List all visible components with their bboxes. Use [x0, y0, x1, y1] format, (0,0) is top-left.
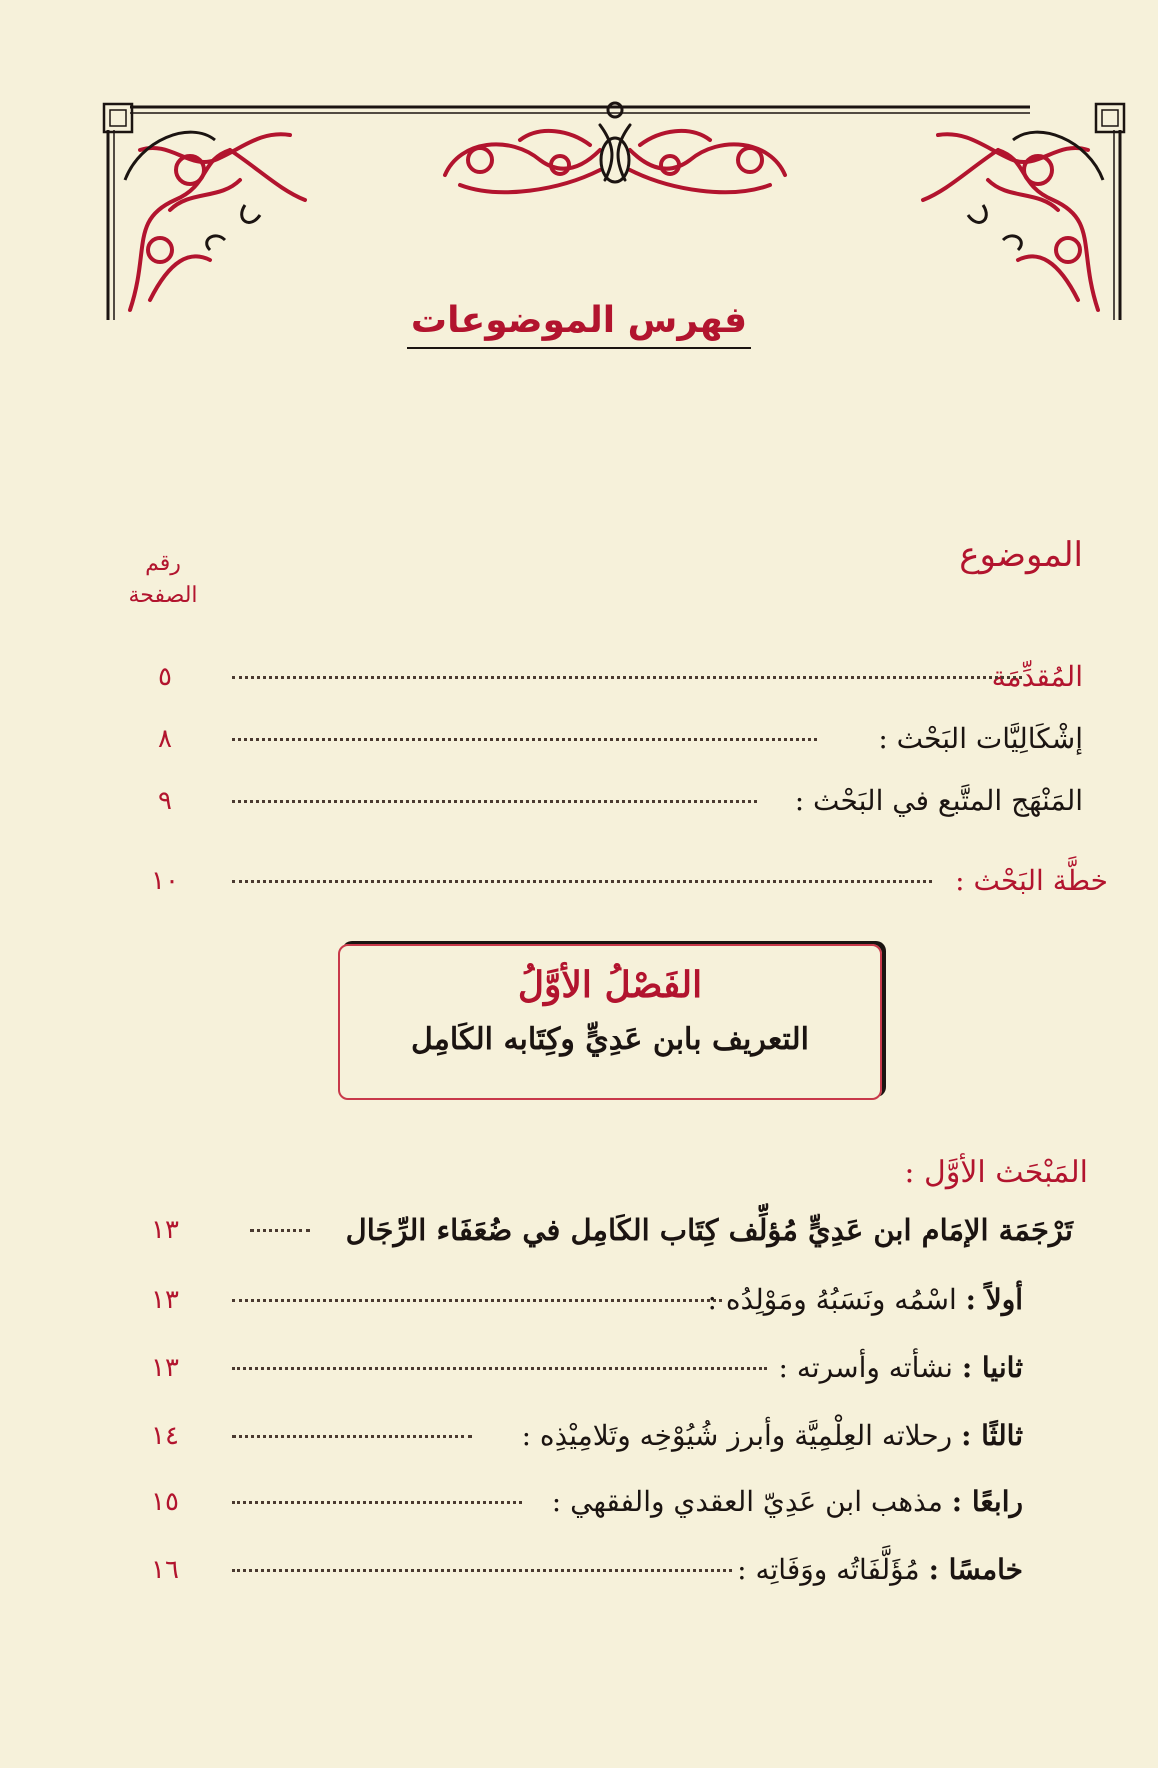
toc-entry-label: مذهب ابن عَدِيّ العقدي والفقهي : [551, 1485, 943, 1518]
toc-entry [0, 1545, 1158, 1595]
toc-entry-page: ٨ [158, 724, 172, 754]
leader-dots [232, 738, 817, 741]
toc-entry-label: المُقدِّمَة [991, 660, 1083, 693]
corner-ornament-left [130, 134, 305, 310]
page-title-text: فهرس الموضوعات [407, 300, 751, 349]
toc-entry [0, 714, 1158, 764]
toc-entry [0, 856, 1158, 906]
toc-entry-page: ٥ [158, 662, 172, 692]
toc-entry-prefix: ثانيا : [961, 1351, 1023, 1384]
leader-dots [232, 676, 1022, 679]
toc-entry-text [552, 1477, 1023, 1527]
toc-entry-prefix: خامسًا : [928, 1553, 1023, 1586]
toc-entry-prefix: أولاً : [965, 1283, 1023, 1316]
leader-dots [232, 1367, 767, 1370]
toc-entry [0, 1411, 1158, 1461]
toc-entry-page: ١٥ [151, 1487, 179, 1517]
toc-entry-text [708, 1275, 1023, 1325]
toc-entry-text [737, 1545, 1023, 1595]
toc-entry [0, 1205, 1158, 1255]
toc-entry-label: المَنْهَج المتَّبع في البَحْث : [794, 784, 1083, 817]
toc-entry-prefix: رابعًا : [951, 1485, 1023, 1518]
toc-entry-page: ١٠ [151, 866, 179, 896]
leader-dots [232, 1501, 522, 1504]
corner-ornament-right [923, 132, 1103, 310]
toc-entry-label: مُؤَلَّفَاتُه ووَفَاتِه : [737, 1553, 920, 1586]
leader-dots [232, 1299, 722, 1302]
chapter-box [338, 944, 882, 1100]
topic-column-header: الموضوع [959, 535, 1083, 575]
toc-entry-text [522, 1411, 1023, 1461]
chapter-subtitle: التعريف بابن عَدِيٍّ وكِتَابه الكَامِل [411, 1022, 809, 1057]
page-title [0, 300, 1158, 341]
section-heading: المَبْحَث الأوَّل : [904, 1155, 1088, 1190]
toc-entry-label: نشأته وأسرته : [778, 1351, 953, 1384]
chapter-title: الفَصْلُ الأوَّلُ [517, 964, 703, 1006]
page-column-header-line1: رقم [145, 551, 181, 576]
page-column-header-line2: الصفحة [128, 583, 198, 608]
toc-entry-page: ١٣ [151, 1285, 179, 1315]
toc-entry-prefix: ثالثًا : [961, 1419, 1023, 1452]
toc-entry-label: اسْمُه ونَسَبُهُ ومَوْلِدُه : [707, 1283, 957, 1316]
leader-dots [232, 1569, 732, 1572]
toc-entry [0, 1275, 1158, 1325]
toc-entry-label: رحلاته العِلْمِيَّة وأبرز شُيُوْخِه وتَلامِيْذِه : [521, 1419, 953, 1452]
toc-entry-label: خطَّة البَحْث : [955, 864, 1108, 897]
toc-entry-page: ١٤ [151, 1421, 179, 1451]
leader-dots [250, 1229, 310, 1232]
leader-dots [232, 800, 757, 803]
toc-entry [0, 1343, 1158, 1393]
leader-dots [232, 880, 932, 883]
toc-entry-page: ١٦ [151, 1555, 179, 1585]
toc-entry [0, 776, 1158, 826]
toc-entry [0, 652, 1158, 702]
toc-entry-page: ١٣ [151, 1215, 179, 1245]
page-column-header [113, 548, 213, 612]
toc-entry-page: ٩ [158, 786, 172, 816]
center-ornament [445, 103, 785, 192]
leader-dots [232, 1435, 472, 1438]
toc-entry-page: ١٣ [151, 1353, 179, 1383]
toc-entry-text [779, 1343, 1023, 1393]
toc-entry [0, 1477, 1158, 1527]
toc-entry-label: إشْكَالِيَّات البَحْث : [878, 722, 1083, 755]
toc-entry-label: تَرْجَمَة الإمَام ابن عَدِيٍّ مُؤلِّف كِتَاب الكَامِل في ضُعَفَاء الرِّجَال [345, 1213, 1073, 1247]
